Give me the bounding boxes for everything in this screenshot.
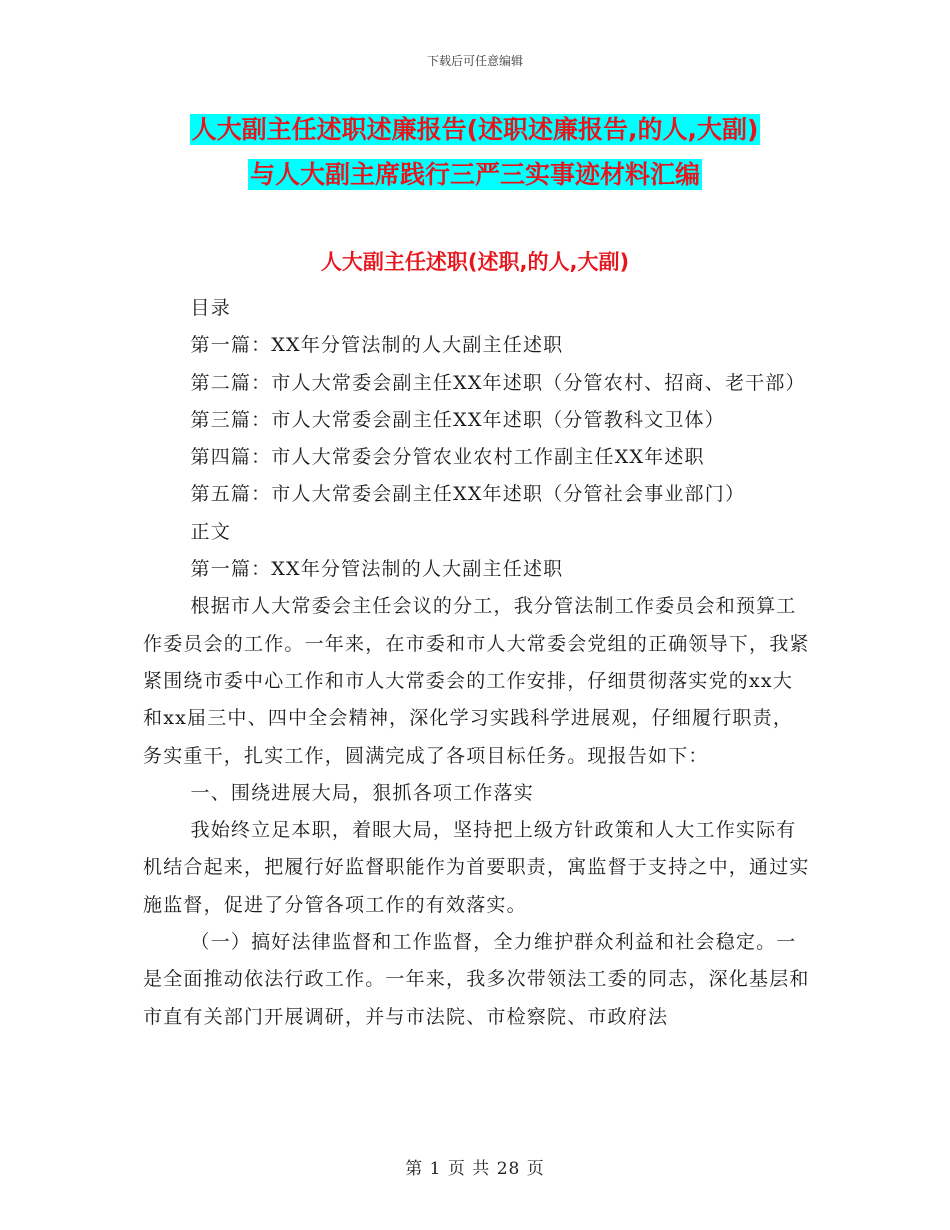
toc-item-4: 第四篇：市人大常委会分管农业农村工作副主任XX年述职 bbox=[190, 446, 705, 469]
body-paragraph-2: 我始终立足本职，着眼大局，坚持把上级方针政策和人大工作实际有机结合起来，把履行好监督职能作为首要职责，寓监督于支持之中，通过实施监督，促进了分管各项工作的有效落实。 bbox=[143, 819, 810, 916]
section-subtitle: 人大副主任述职(述职,的人,大副) bbox=[320, 250, 630, 274]
body-heading: 正文 bbox=[190, 520, 231, 543]
toc-item-5: 第五篇：市人大常委会副主任XX年述职（分管社会事业部门） bbox=[190, 483, 746, 506]
title-line-1-text: 人大副主任述职述廉报告(述职述廉报告,的人,大副) bbox=[191, 115, 759, 144]
toc-item-1: 第一篇：XX年分管法制的人大副主任述职 bbox=[190, 334, 564, 357]
body-paragraph-3: （一）搞好法律监督和工作监督，全力维护群众利益和社会稳定。一是全面推动依法行政工作。一年来，我多次带领法工委的同志，深化基层和市直有关部门开展调研，并与市法院、市检察院、市政府法 bbox=[143, 931, 810, 1028]
page-footer: 第 1 页 共 28 页 bbox=[405, 1159, 545, 1179]
toc-item-3: 第三篇：市人大常委会副主任XX年述职（分管教科文卫体） bbox=[190, 408, 725, 431]
document-body bbox=[143, 290, 811, 1036]
header-note: 下载后可任意编辑 bbox=[426, 54, 523, 68]
document-title-line-1 bbox=[0, 110, 950, 150]
document-title-line-2 bbox=[0, 155, 950, 195]
toc-heading: 目录 bbox=[190, 297, 231, 319]
title-line-2-text: 与人大副主席践行三严三实事迹材料汇编 bbox=[249, 160, 700, 189]
toc-item-2: 第二篇：市人大常委会副主任XX年述职（分管农村、招商、老干部） bbox=[190, 371, 806, 394]
section-heading-1: 一、围绕进展大局，狠抓各项工作落实 bbox=[190, 781, 534, 804]
chapter-1-heading: 第一篇：XX年分管法制的人大副主任述职 bbox=[190, 558, 564, 581]
body-paragraph-intro: 根据市人大常委会主任会议的分工，我分管法制工作委员会和预算工作委员会的工作。一年来，在市委和市人大常委会党组的正确领导下，我紧紧围绕市委中心工作和市人大常委会的工作安排，仔细贯彻落实党的xx大和xx届三中、四中全会精神，深化学习实践科学进展观，仔细履行职责，务实重干，扎实工作，圆满完成了各项目标任务。现报告如下： bbox=[143, 595, 810, 767]
